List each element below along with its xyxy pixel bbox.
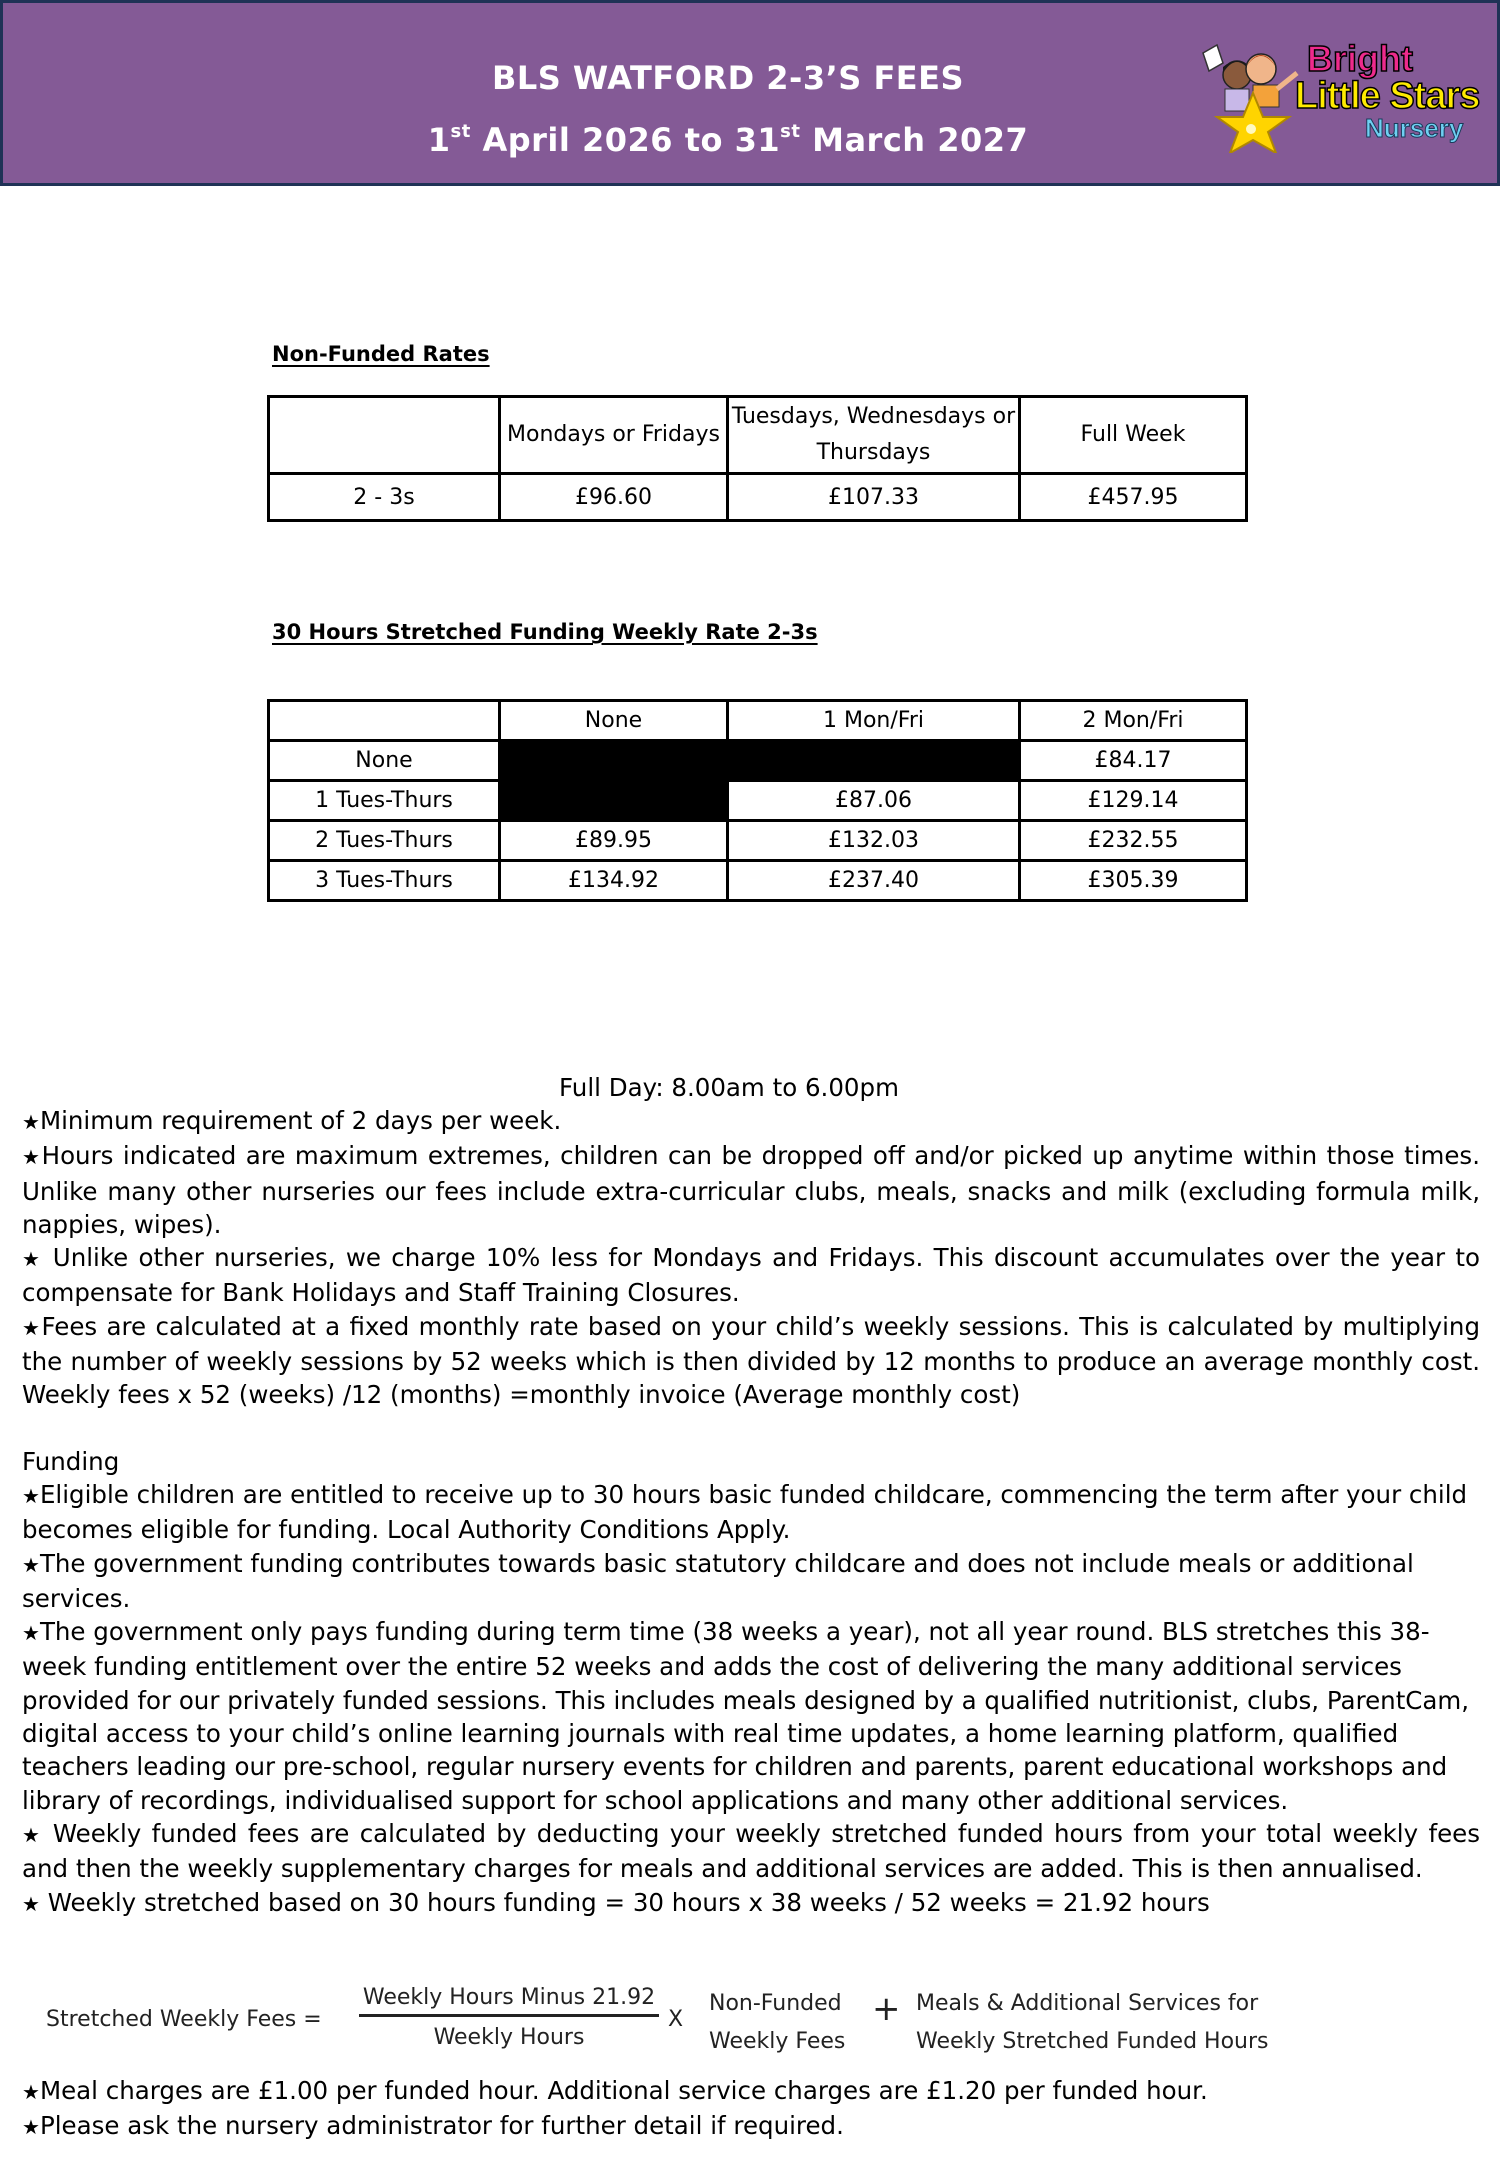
stretched-funding-table bbox=[267, 699, 1248, 902]
period-middle: April 2026 to 31 bbox=[482, 121, 781, 159]
formula-fraction bbox=[359, 1985, 659, 2050]
funding-heading: Funding bbox=[22, 1446, 120, 1476]
row-label: 1 Tues-Thurs bbox=[269, 781, 500, 821]
row-label: 2 - 3s bbox=[269, 474, 500, 521]
note-item: ★Minimum requirement of 2 days per week. bbox=[22, 1106, 562, 1135]
star-bullet-icon: ★ bbox=[22, 2080, 40, 2104]
notes-section bbox=[22, 1104, 1480, 1921]
header-cell: Tuesdays, Wednesdays or Thursdays bbox=[728, 397, 1020, 474]
unavailable-cell bbox=[500, 741, 728, 781]
funding-item: ★Eligible children are entitled to receive up to 30 hours basic funded childcare, commencing the term after your child becomes eligible for funding. Local Authority Conditions Apply. bbox=[22, 1479, 1468, 1545]
row-label: 3 Tues-Thurs bbox=[269, 861, 500, 901]
note-item: ★ Unlike other nurseries, we charge 10% less for Mondays and Fridays. This discount accumulates over the year to compensate for Bank Holidays and Staff Training Closures. bbox=[22, 1243, 1480, 1308]
row-label: 2 Tues-Thurs bbox=[269, 821, 500, 861]
rate-cell: £134.92 bbox=[500, 861, 728, 901]
rate-cell: £89.95 bbox=[500, 821, 728, 861]
unavailable-cell bbox=[728, 741, 1020, 781]
star-bullet-icon: ★ bbox=[22, 1621, 40, 1646]
footer-note: ★Meal charges are £1.00 per funded hour. Additional service charges are £1.20 per funded hour. bbox=[22, 2076, 1208, 2105]
header-cell: Mondays or Fridays bbox=[500, 397, 728, 474]
note-item: ★Hours indicated are maximum extremes, children can be dropped off and/or picked up anytime within those times. Unlike many other nurseries our fees include extra-curricular clubs, meals, snacks and milk (excluding formula milk, nappies, wipes). bbox=[22, 1141, 1480, 1239]
header-cell-empty bbox=[269, 397, 500, 474]
rate-cell: £132.03 bbox=[728, 821, 1020, 861]
funding-item: ★ Weekly stretched based on 30 hours funding = 30 hours x 38 weeks / 52 weeks = 21.92 hours bbox=[22, 1887, 1210, 1917]
children-star-icon bbox=[1195, 33, 1305, 153]
funding-item: ★ Weekly funded fees are calculated by deducting your weekly stretched funded hours from your total weekly fees and then the weekly supplementary charges for meals and additional services are added. This is then annualised. bbox=[22, 1818, 1480, 1884]
formula-numerator: Weekly Hours Minus 21.92 bbox=[359, 1985, 659, 2017]
stretched-funding-heading: 30 Hours Stretched Funding Weekly Rate 2-3s bbox=[272, 620, 818, 644]
non-funded-rates-table bbox=[267, 395, 1248, 522]
logo-nursery: Nursery bbox=[1365, 113, 1464, 143]
star-bullet-icon: ★ bbox=[22, 2115, 40, 2140]
rate-cell: £305.39 bbox=[1020, 861, 1247, 901]
rate-cell: £84.17 bbox=[1020, 741, 1247, 781]
table-row bbox=[269, 821, 1247, 861]
full-day-hours: Full Day: 8.00am to 6.00pm bbox=[559, 1073, 899, 1102]
non-funded-heading: Non-Funded Rates bbox=[272, 342, 490, 366]
table-row bbox=[269, 741, 1247, 781]
formula-meals-services: Meals & Additional Services for Weekly Stretched Funded Hours bbox=[916, 1991, 1269, 2054]
table-row bbox=[269, 861, 1247, 901]
footer-notes bbox=[22, 2074, 1480, 2145]
header-banner bbox=[0, 0, 1500, 186]
star-bullet-icon: ★ bbox=[22, 1822, 43, 1847]
formula-nonfunded: Non-Funded Weekly Fees bbox=[709, 1991, 846, 2054]
rate-cell: £96.60 bbox=[500, 474, 728, 521]
period-start-suffix: st bbox=[450, 121, 471, 142]
star-bullet-icon: ★ bbox=[22, 1552, 40, 1577]
table-row bbox=[269, 474, 1247, 521]
header-cell: 2 Mon/Fri bbox=[1020, 701, 1247, 741]
multiply-sign: X bbox=[668, 2007, 684, 2032]
period-end-suffix: st bbox=[780, 121, 801, 142]
unavailable-cell bbox=[500, 781, 728, 821]
funding-item: ★The government only pays funding during term time (38 weeks a year), not all year round. BLS stretches this 38-week funding entitlement over the entire 52 weeks and adds the cost of delivering the many additional services provided for our privately funded sessions. This includes meals designed by a qualified nutritionist, clubs, ParentCam, digital access to your child’s online learning journals with real time updates, a home learning platform, qualified teachers leading our pre-school, regular nursery events for children and parents, parent educational workshops and library of recordings, individualised support for school applications and many other additional services. bbox=[22, 1617, 1470, 1815]
star-bullet-icon: ★ bbox=[22, 1891, 40, 1916]
star-bullet-icon: ★ bbox=[22, 1483, 40, 1508]
star-bullet-icon: ★ bbox=[22, 1145, 42, 1170]
star-bullet-icon: ★ bbox=[22, 1110, 40, 1134]
bright-little-stars-logo bbox=[1195, 33, 1495, 153]
footer-note: ★Please ask the nursery administrator for further detail if required. bbox=[22, 2111, 844, 2141]
rate-cell: £107.33 bbox=[728, 474, 1020, 521]
plus-sign: + bbox=[872, 1989, 901, 2029]
rate-cell: £129.14 bbox=[1020, 781, 1247, 821]
period-end: March 2027 bbox=[812, 121, 1029, 159]
page-title: BLS WATFORD 2-3’S FEES bbox=[491, 59, 965, 97]
rate-cell: £87.06 bbox=[728, 781, 1020, 821]
logo-little-stars: Little Stars bbox=[1295, 75, 1480, 117]
table-header-row bbox=[269, 397, 1247, 474]
rate-cell: £232.55 bbox=[1020, 821, 1247, 861]
logo-wordmark bbox=[1295, 38, 1480, 143]
header-cell: None bbox=[500, 701, 728, 741]
period-start-day: 1 bbox=[427, 121, 451, 159]
header-cell: Full Week bbox=[1020, 397, 1247, 474]
rate-cell: £237.40 bbox=[728, 861, 1020, 901]
formula-denominator: Weekly Hours bbox=[433, 2025, 585, 2050]
funding-item: ★The government funding contributes towards basic statutory childcare and does not include meals or additional services. bbox=[22, 1548, 1414, 1613]
stretched-fees-formula bbox=[46, 1985, 1306, 2065]
rate-cell: £457.95 bbox=[1020, 474, 1247, 521]
table-header-row bbox=[269, 701, 1247, 741]
formula-lhs: Stretched Weekly Fees = bbox=[46, 2007, 322, 2032]
header-cell: 1 Mon/Fri bbox=[728, 701, 1020, 741]
table-row bbox=[269, 781, 1247, 821]
star-bullet-icon: ★ bbox=[22, 1247, 43, 1272]
logo-bright: Bright bbox=[1307, 38, 1413, 79]
row-label: None bbox=[269, 741, 500, 781]
star-bullet-icon: ★ bbox=[22, 1315, 42, 1340]
note-item: ★Fees are calculated at a fixed monthly rate based on your child’s weekly sessions. This is calculated by multiplying the number of weekly sessions by 52 weeks which is then divided by 12 months to produce an average monthly cost. Weekly fees x 52 (weeks) /12 (months) =monthly invoice (Average monthly cost) bbox=[22, 1311, 1480, 1410]
header-cell-empty bbox=[269, 701, 500, 741]
